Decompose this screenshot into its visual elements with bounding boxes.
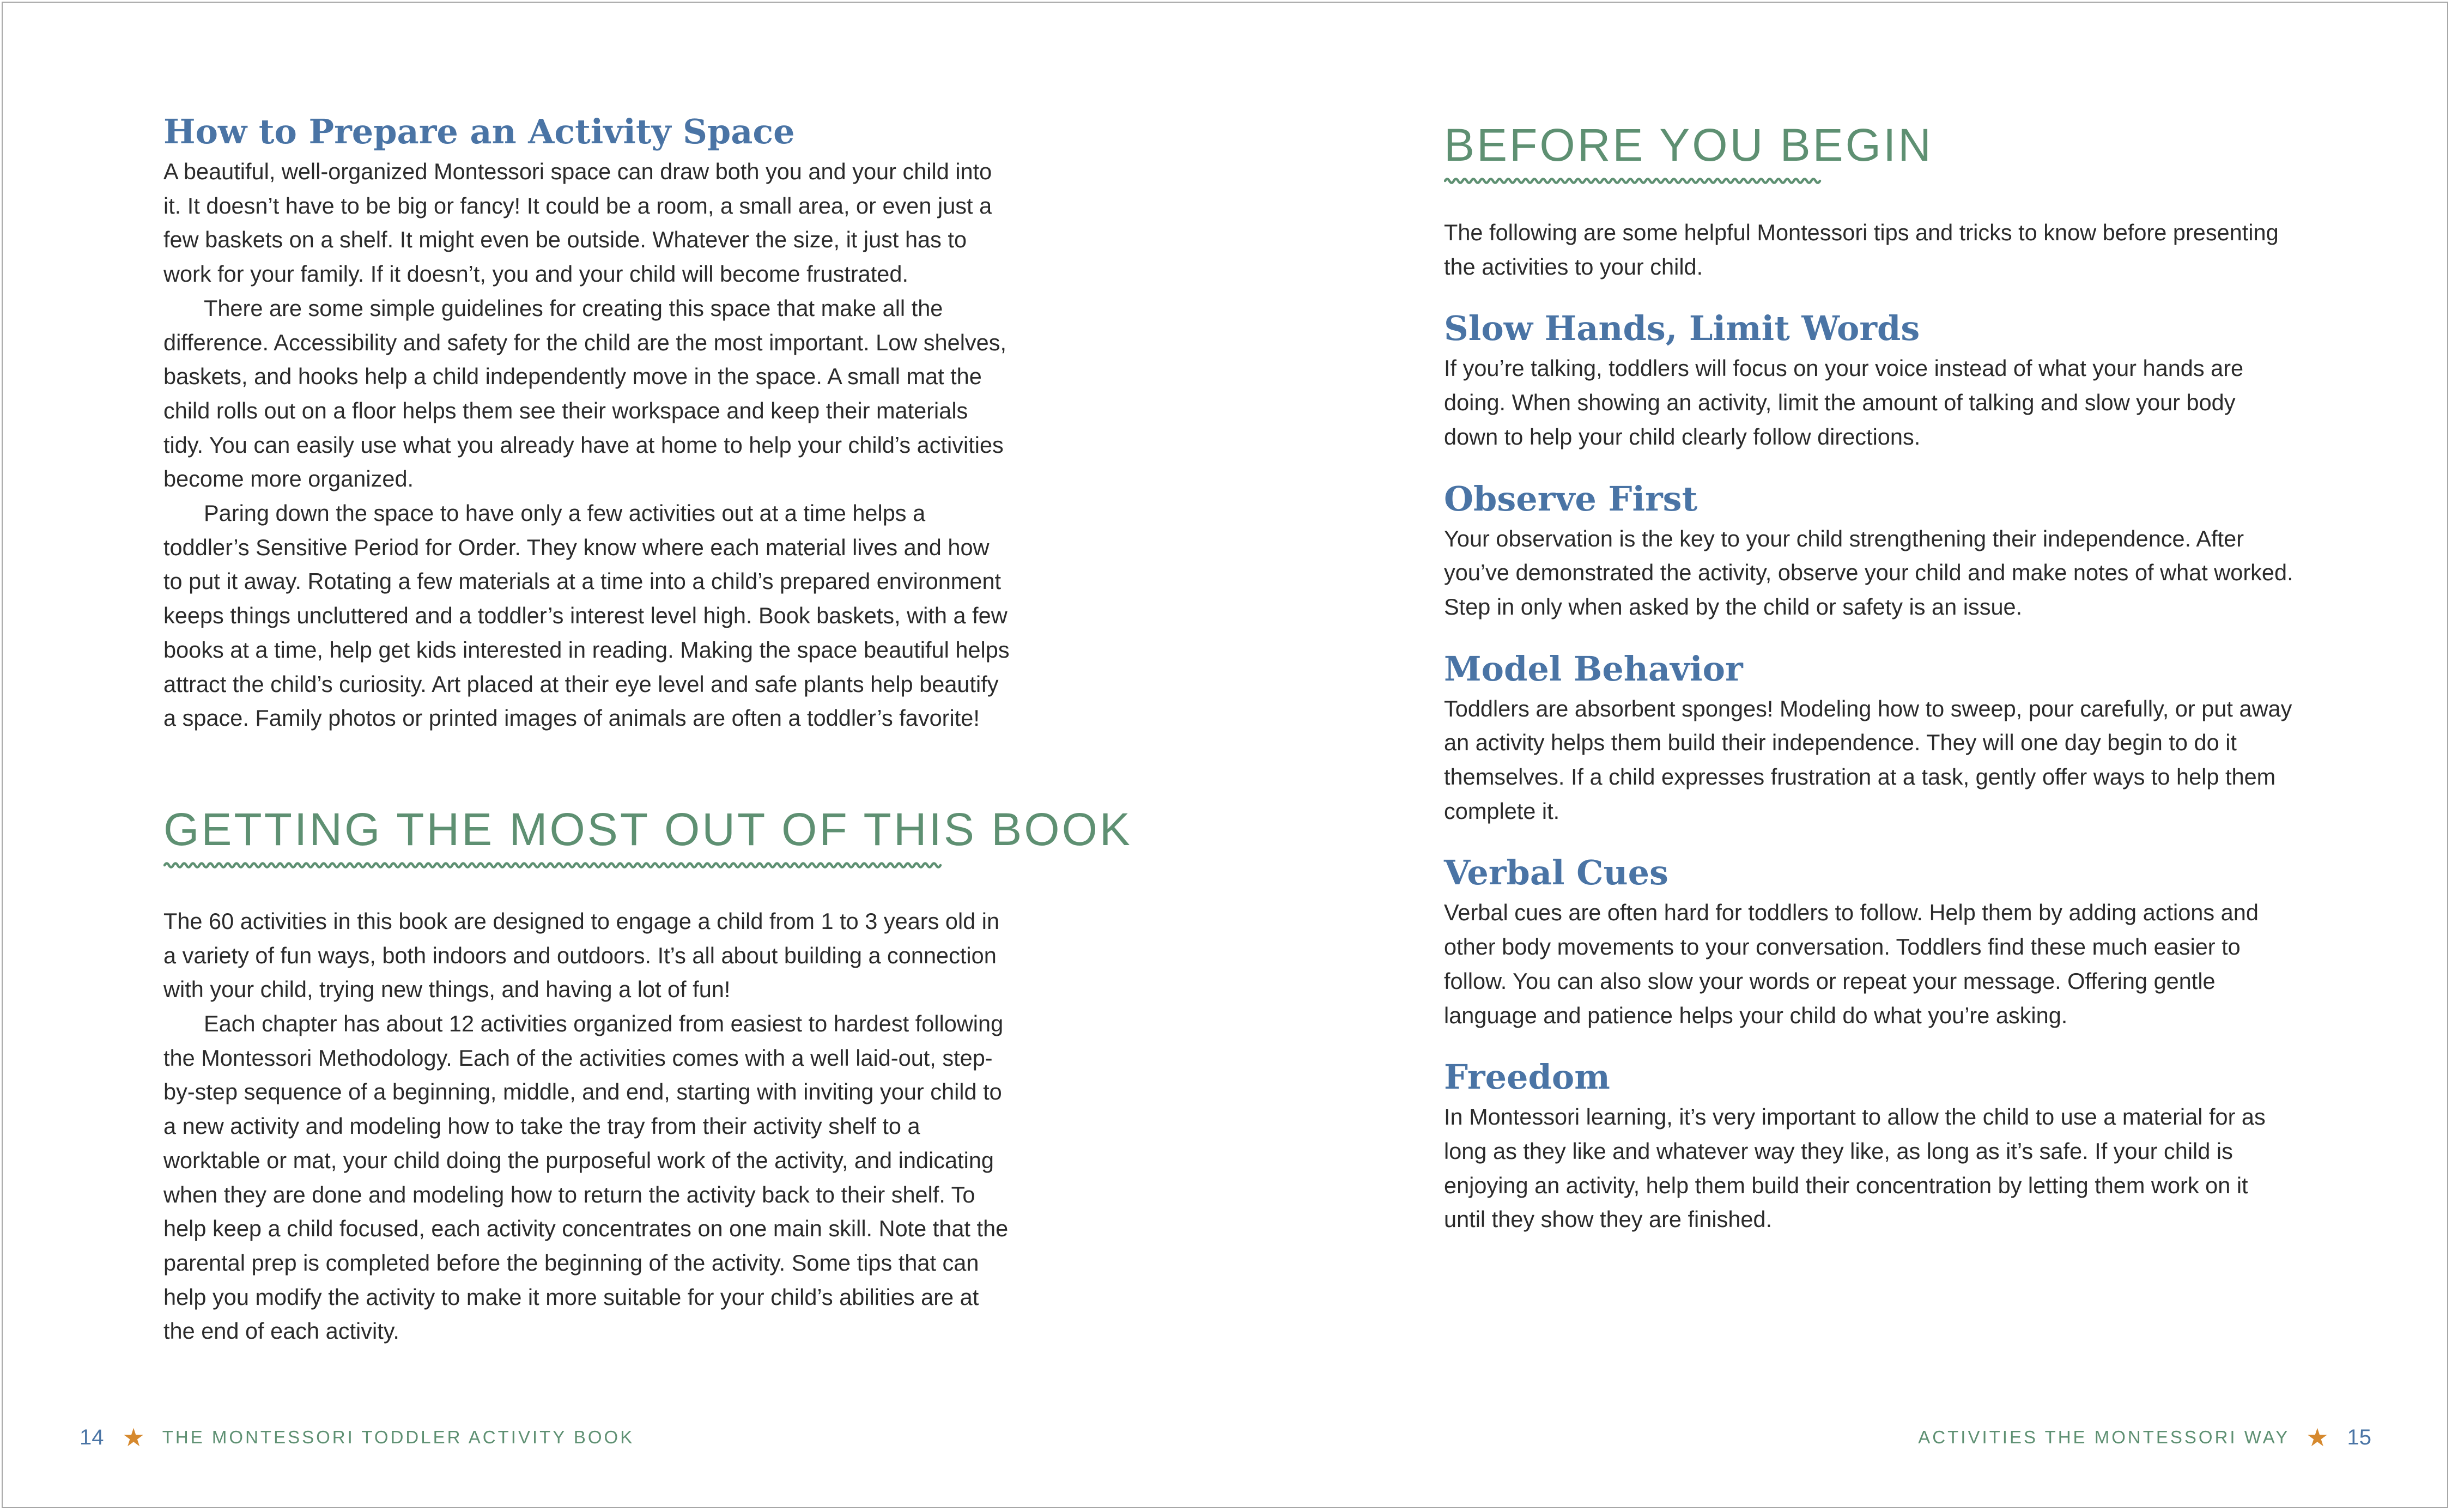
star-icon: ★ — [122, 1423, 145, 1452]
paragraph: Each chapter has about 12 activities organized from easiest to hardest following the Montessori Methodology. Each of the activities comes with a well laid-out, step-by-step sequence of a beginning, middle, and end, starting with inviting your child to a new activity and modeling how to take the tray from their activity shelf to a worktable or mat, your child doing the purposeful work of the activity, and indicating when they are done and modeling how to return the activity back to their shelf. To help keep a child focused, each activity concentrates on one main skill. Note that the parental prep is completed before the beginning of the activity. Some tips that can help you modify the activity to make it more suitable for your child’s abilities are at the end of each activity. — [163, 1011, 1009, 1344]
paragraph: There are some simple guidelines for creating this space that make all the difference. Accessibility and safety for the child are the most important. Low shelves, baskets, and hooks help a child independently move in the space. A small mat the child rolls out on a floor helps them see their workspace and keep their materials tidy. You can easily use what you already have at home to help your child’s activities become more organized. — [163, 295, 1007, 492]
tip-heading-slow-hands: Slow Hands, Limit Words — [1444, 308, 1920, 349]
footer-left — [80, 1421, 634, 1454]
intro-paragraph: The following are some helpful Montessori tips and tricks to know before presenting the activities to your child. — [1444, 220, 2279, 280]
page-number: 15 — [2347, 1425, 2371, 1449]
tip-body: In Montessori learning, it’s very important to allow the child to use a material for as long as they like and whatever way they like, as long as it’s safe. If your child is enjoying an activity, help them build their concentration by letting them work on it until they show they are finished. — [1444, 1104, 2266, 1232]
paragraph: A beautiful, well-organized Montessori space can draw both you and your child into it. It doesn’t have to be big or fancy! It could be a room, a small area, or even just a few baskets on a shelf. It might even be outside. Whatever the size, it just has to work for your family. If it doesn’t, you and your child will become frustrated. — [163, 159, 992, 287]
tip-heading-freedom: Freedom — [1444, 1057, 1610, 1097]
running-title: THE MONTESSORI TODDLER ACTIVITY BOOK — [162, 1427, 635, 1447]
tip-body: Verbal cues are often hard for toddlers to follow. Help them by adding actions and other body movements to your conversation. Toddlers find these much easier to follow. You can also slow your words or repeat your message. Offering gentle language and patience helps your child do what you’re asking. — [1444, 900, 2259, 1028]
right-page — [1444, 118, 2295, 1237]
star-icon: ★ — [2306, 1423, 2329, 1452]
page-number: 14 — [80, 1425, 104, 1449]
tip-body: Toddlers are absorbent sponges! Modeling how to sweep, pour carefully, or put away an activity helps them build their independence. They will one day begin to do it themselves. If a child expresses frustration at a task, gently offer ways to help them complete it. — [1444, 695, 2292, 824]
paragraph: The 60 activities in this book are designed to engage a child from 1 to 3 years old in a variety of fun ways, both indoors and outdoors. It’s all about building a connection with your child, trying new things, and having a lot of fun! — [163, 908, 1000, 1003]
heading-prepare-activity-space: How to Prepare an Activity Space — [163, 112, 795, 151]
section-heading-before-you-begin: BEFORE YOU BEGIN — [1444, 119, 1933, 171]
running-title: ACTIVITIES THE MONTESSORI WAY — [1918, 1427, 2290, 1447]
tip-body: If you’re talking, toddlers will focus on your voice instead of what your hands are doing. When showing an activity, limit the amount of talking and slow your body down to help your child clearly follow directions. — [1444, 355, 2244, 450]
wavy-underline-icon — [163, 860, 943, 871]
tip-heading-model-behavior: Model Behavior — [1444, 648, 1743, 689]
left-page — [163, 109, 1132, 1349]
tip-body: Your observation is the key to your child strengthening their independence. After you’ve demonstrated the activity, observe your child and make notes of what worked. Step in only when asked by the child or safety is an issue. — [1444, 525, 2293, 620]
section-heading-getting-most-out: GETTING THE MOST OUT OF THIS BOOK — [163, 803, 1132, 855]
tip-heading-observe-first: Observe First — [1444, 478, 1698, 519]
paragraph: Paring down the space to have only a few activities out at a time helps a toddler’s Sensitive Period for Order. They know where each material lives and how to put it away. Rotating a few materials at a time into a child’s prepared environment keeps things uncluttered and a toddler’s interest level high. Book baskets, with a few books at a time, help get kids interested in reading. Making the space beautiful helps attract the child’s curiosity. Art placed at their eye level and safe plants help beautify a space. Family photos or printed images of animals are often a toddler’s favorite! — [163, 500, 1010, 731]
tip-heading-verbal-cues: Verbal Cues — [1444, 853, 1668, 893]
wavy-underline-icon — [1444, 175, 1829, 186]
footer-right — [1918, 1421, 2371, 1454]
